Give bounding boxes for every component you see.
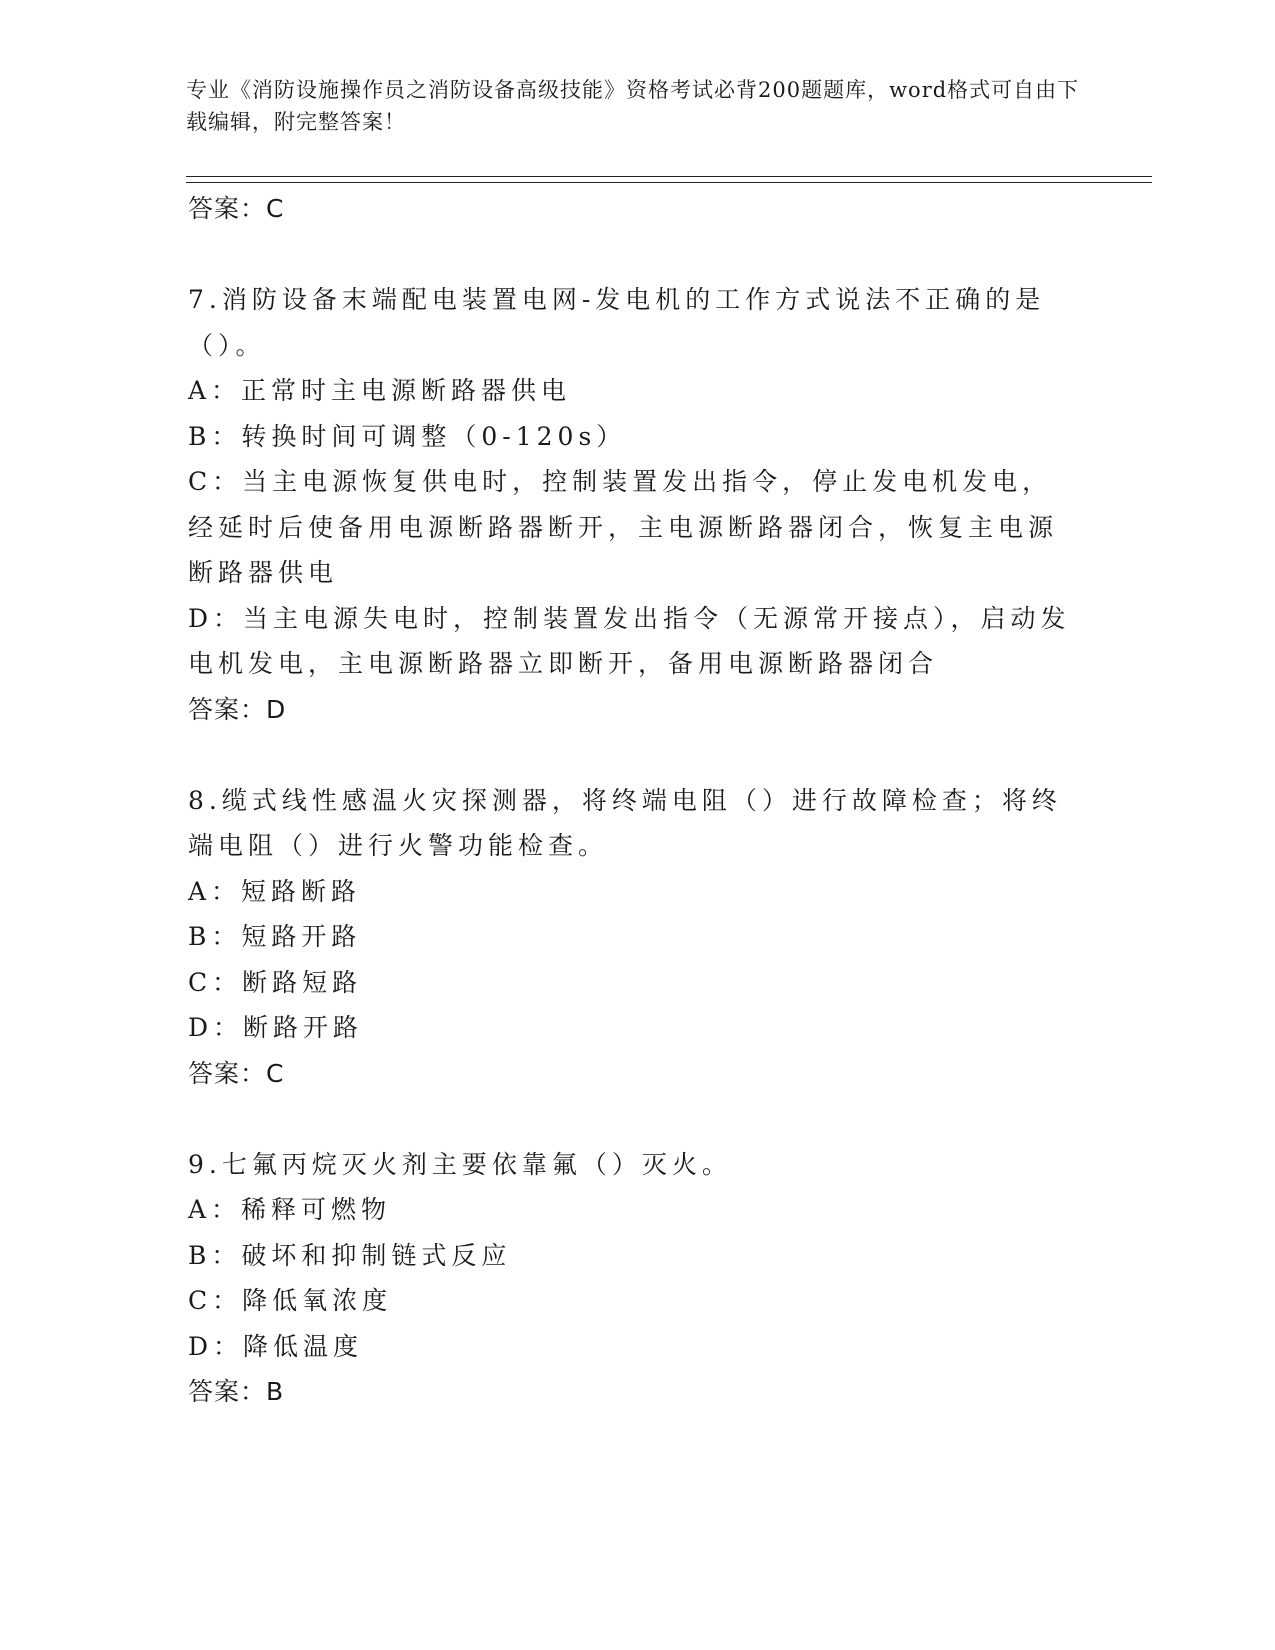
document-body bbox=[188, 186, 1078, 1414]
option-c: C：降低氧浓度 bbox=[188, 1286, 393, 1315]
question-8 bbox=[188, 778, 1078, 1096]
question-9 bbox=[188, 1142, 1078, 1415]
question-stem: 9.七氟丙烷灭火剂主要依靠氟（）灭火。 bbox=[188, 1149, 732, 1179]
header-rule-top bbox=[186, 176, 1152, 177]
option-b: B：转换时间可调整（0-120s） bbox=[188, 421, 627, 451]
answer-line: 答案：C bbox=[188, 194, 285, 223]
option-a: A：稀释可燃物 bbox=[188, 1195, 392, 1224]
answer-line: 答案：C bbox=[188, 1058, 285, 1088]
option-b: B：短路开路 bbox=[188, 922, 362, 951]
page-header: 专业《消防设施操作员之消防设备高级技能》资格考试必背200题题库，word格式可自由下载编辑，附完整答案！ bbox=[186, 78, 1080, 134]
option-c: C：当主电源恢复供电时，控制装置发出指令，停止发电机发电，经延时后使备用电源断路器断开，主电源断路器闭合，恢复主电源断路器供电 bbox=[188, 467, 1059, 587]
header-rule-bottom bbox=[186, 182, 1152, 183]
question-stem: 8.缆式线性感温火灾探测器，将终端电阻（）进行故障检查；将终端电阻（）进行火警功能检查。 bbox=[188, 785, 1062, 860]
question-7 bbox=[188, 277, 1078, 732]
answer-line: 答案：B bbox=[188, 1377, 285, 1406]
option-d: D：当主电源失电时，控制装置发出指令（无源常开接点），启动发电机发电，主电源断路器立即断开，备用电源断路器闭合 bbox=[188, 603, 1071, 678]
answer-line: 答案：D bbox=[188, 694, 287, 724]
option-d: D：降低温度 bbox=[188, 1331, 364, 1361]
question-stem: 7.消防设备末端配电装置电网-发电机的工作方式说法不正确的是（）。 bbox=[188, 285, 1046, 360]
option-b: B：破坏和抑制链式反应 bbox=[188, 1240, 512, 1270]
option-c: C：断路短路 bbox=[188, 967, 363, 997]
option-a: A：正常时主电源断路器供电 bbox=[188, 376, 572, 405]
option-d: D：断路开路 bbox=[188, 1013, 364, 1042]
option-a: A：短路断路 bbox=[188, 876, 362, 906]
